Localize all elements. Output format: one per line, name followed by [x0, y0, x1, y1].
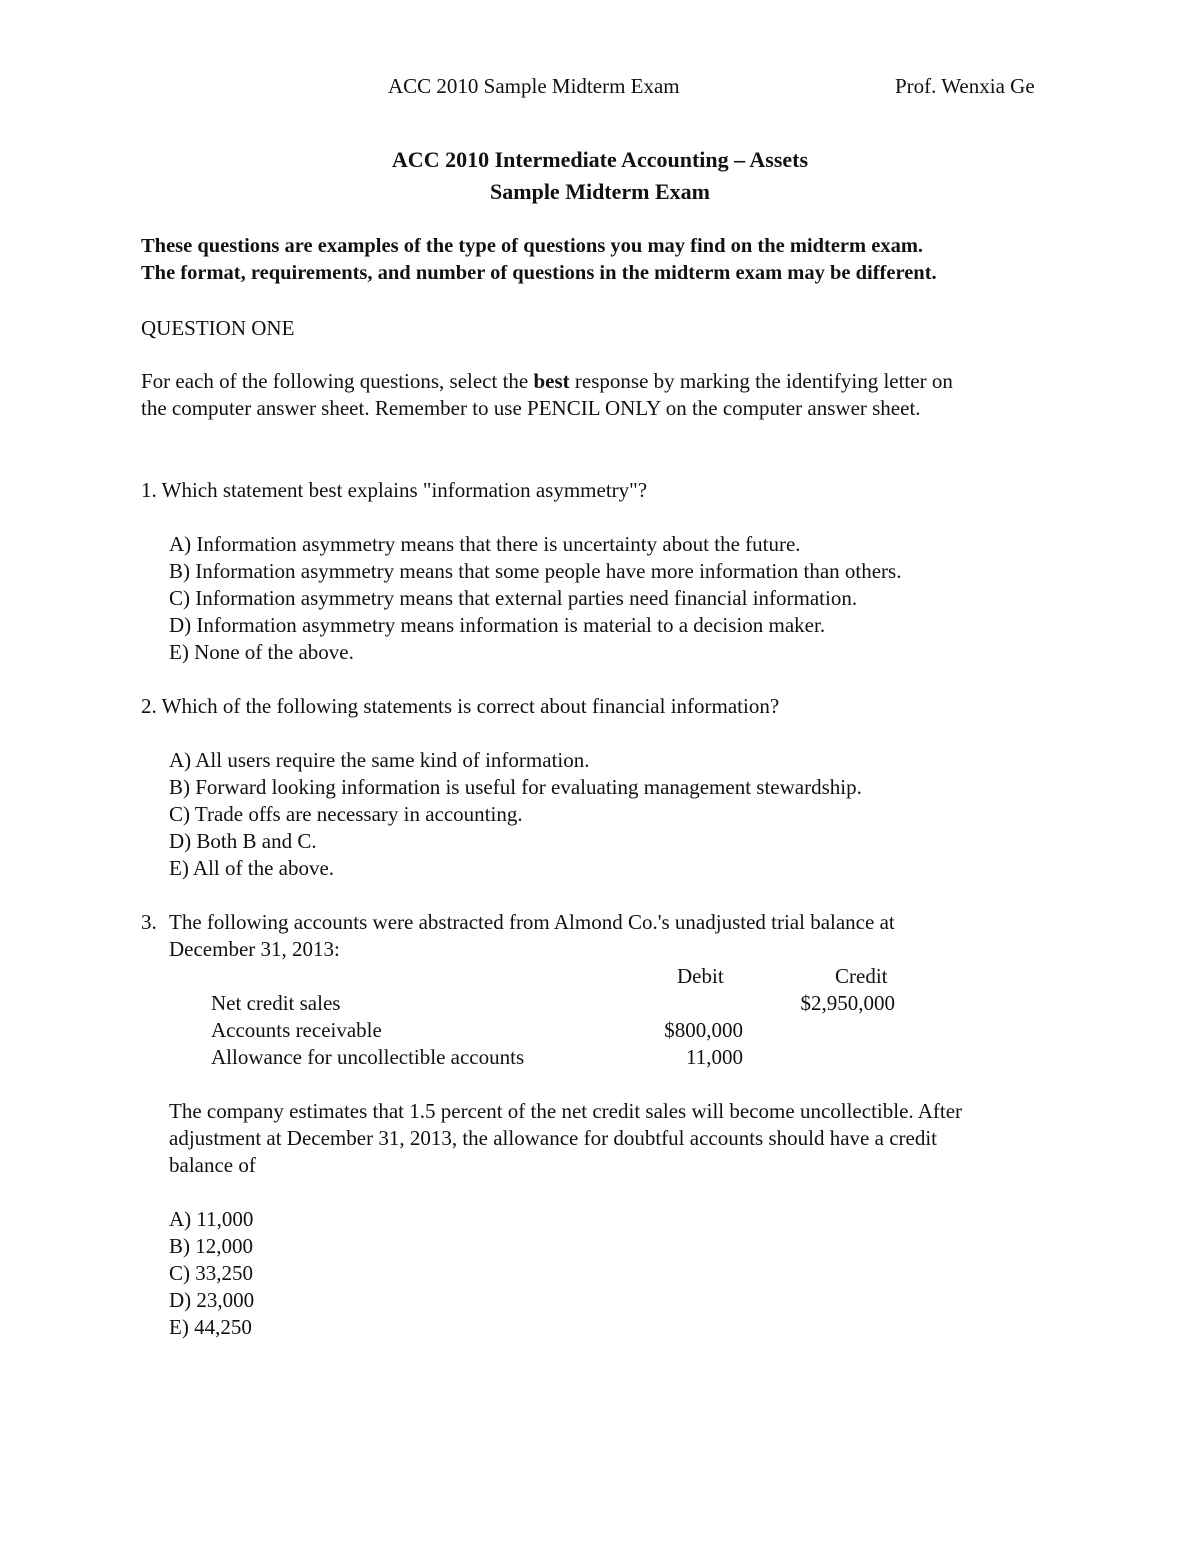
answer-option: B) Information asymmetry means that some people have more information than others.: [169, 559, 902, 583]
question-followup: adjustment at December 31, 2013, the allowance for doubtful accounts should have a credit: [169, 1126, 937, 1150]
page-subtitle: Sample Midterm Exam: [490, 179, 710, 204]
intro-line: The format, requirements, and number of questions in the midterm exam may be different.: [141, 262, 937, 284]
question-number: 3.: [141, 910, 157, 934]
instructions-text: response by marking the identifying letter on: [569, 369, 953, 393]
table-row-label: Net credit sales: [211, 991, 341, 1015]
instructions: [141, 368, 1081, 422]
answer-option: D) 23,000: [169, 1288, 255, 1312]
table-row-label: Accounts receivable: [211, 1018, 382, 1042]
question-followup: balance of: [169, 1153, 256, 1177]
question-text: Which of the following statements is correct about financial information?: [161, 694, 780, 718]
question-text: The following accounts were abstracted from Almond Co.'s unadjusted trial balance at: [169, 910, 895, 934]
answer-option: B) 12,000: [169, 1234, 253, 1258]
answer-option: C) Information asymmetry means that external parties need financial information.: [169, 586, 858, 610]
intro-line: These questions are examples of the type of questions you may find on the midterm exam.: [141, 235, 924, 257]
answer-option: D) Both B and C.: [169, 829, 317, 853]
table-row-label: Allowance for uncollectible accounts: [211, 1045, 525, 1069]
answer-option: C) Trade offs are necessary in accounting.: [169, 802, 523, 826]
table-header-debit: Debit: [677, 964, 724, 988]
instructions-emphasis: best: [533, 369, 570, 393]
answer-option: B) Forward looking information is useful for evaluating management stewardship.: [169, 775, 862, 799]
answer-option: E) None of the above.: [169, 640, 354, 664]
answer-option: A) Information asymmetry means that there is uncertainty about the future.: [169, 532, 801, 556]
page-title: ACC 2010 Intermediate Accounting – Assets: [391, 147, 809, 172]
section-heading: QUESTION ONE: [141, 316, 295, 340]
instructions-text: For each of the following questions, select the: [141, 369, 534, 393]
answer-option: C) 33,250: [169, 1261, 253, 1285]
answer-option: E) 44,250: [169, 1315, 252, 1339]
answer-option: A) 11,000: [169, 1207, 254, 1231]
header-course: ACC 2010 Sample Midterm Exam: [388, 74, 680, 98]
table-cell-credit: $2,950,000: [800, 991, 895, 1015]
table-header-credit: Credit: [835, 964, 888, 988]
question-text: Which statement best explains "information asymmetry"?: [161, 478, 648, 502]
question-text: December 31, 2013:: [169, 937, 340, 961]
table-cell-debit: $800,000: [664, 1018, 743, 1042]
question-1: [141, 477, 647, 504]
header-professor: Prof. Wenxia Ge: [895, 74, 1035, 98]
instructions-line: [141, 368, 1081, 395]
instructions-line: the computer answer sheet. Remember to use PENCIL ONLY on the computer answer sheet.: [141, 396, 921, 420]
table-cell-debit: 11,000: [686, 1045, 743, 1069]
question-2: [141, 693, 779, 720]
question-number: 1.: [141, 478, 157, 502]
question-followup: The company estimates that 1.5 percent of the net credit sales will become uncollectible. After: [169, 1099, 963, 1123]
answer-option: E) All of the above.: [169, 856, 335, 880]
answer-option: A) All users require the same kind of information.: [169, 748, 590, 772]
answer-option: D) Information asymmetry means information is material to a decision maker.: [169, 613, 826, 637]
question-number: 2.: [141, 694, 157, 718]
intro-note: [141, 233, 1081, 287]
